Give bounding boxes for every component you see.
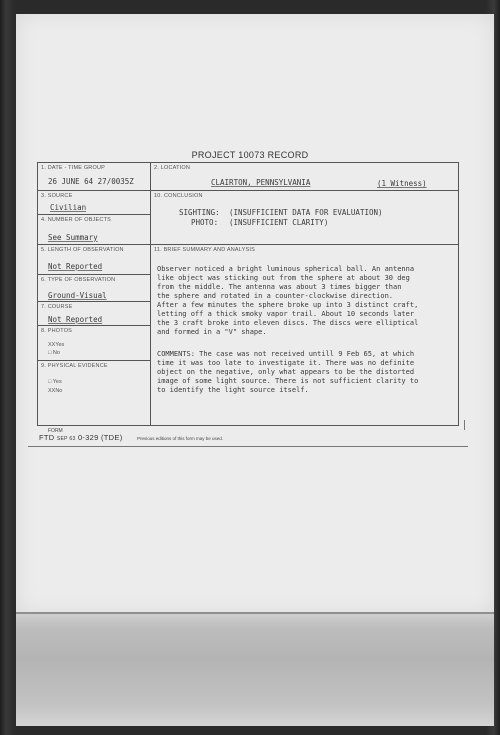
form-footer — [37, 428, 459, 448]
summary-line: the 3 craft broke into eleven discs. The discs were elliptical — [157, 319, 419, 327]
field-label: 10. CONCLUSION — [154, 193, 203, 199]
field-photos — [38, 326, 150, 361]
field-source — [38, 191, 150, 215]
divider — [28, 446, 468, 447]
evidence-yes-checkbox: □ Yes — [48, 379, 62, 385]
margin-mark — [464, 420, 465, 430]
field-summary — [151, 245, 458, 427]
field-label: 9. PHYSICAL EVIDENCE — [41, 363, 108, 369]
summary-line: letting off a thick smoky vapor trail. About 10 seconds later — [157, 310, 415, 318]
summary-line: like object was sticking out from the sphere at about 30 deg — [157, 274, 410, 282]
sighting-value: (INSUFFICIENT DATA FOR EVALUATION) — [229, 208, 383, 217]
field-value: Civilian — [50, 203, 87, 212]
field-type-of-observation — [38, 275, 150, 302]
field-value: Not Reported — [48, 262, 103, 271]
comments-line: time it was too late to investigate it. There was no definite — [157, 359, 415, 367]
form-number: 0-329 (TDE) — [77, 433, 123, 442]
sighting-label: SIGHTING: — [179, 208, 220, 217]
form-id: FTD — [39, 433, 55, 442]
field-location — [151, 163, 458, 191]
field-label: 4. NUMBER OF OBJECTS — [41, 217, 112, 223]
form-identifier — [39, 433, 123, 442]
comments-line: COMMENTS: The case was not received untill 9 Feb 65, at which — [157, 350, 415, 358]
field-label: 3. SOURCE — [41, 193, 73, 199]
field-conclusion — [151, 191, 458, 245]
form-word: FORM — [48, 428, 63, 434]
summary-line: from the middle. The antenna was about 3 times bigger than — [157, 283, 402, 291]
record-title: PROJECT 10073 RECORD — [191, 150, 309, 160]
form-date: SEP 63 — [56, 436, 76, 442]
field-value: 26 JUNE 64 27/0035Z — [48, 177, 134, 186]
field-label: 7. COURSE — [41, 304, 73, 310]
field-value: Ground-Visual — [48, 291, 107, 300]
summary-line: and formed in a "V" shape. — [157, 328, 267, 336]
photo-value: (INSUFFICIENT CLARITY) — [229, 218, 329, 227]
field-course — [38, 302, 150, 326]
comments-line: object on the negative, only what appears to be the distorted — [157, 368, 415, 376]
photo-label: PHOTO: — [191, 218, 219, 227]
evidence-no-checkbox: XXNo — [48, 388, 63, 394]
field-value: Not Reported — [48, 315, 103, 324]
field-label: 5. LENGTH OF OBSERVATION — [41, 247, 124, 253]
field-number-of-objects — [38, 215, 150, 245]
field-label: 11. BRIEF SUMMARY AND ANALYSIS — [154, 247, 255, 253]
summary-line: After a few minutes the sphere broke up into 3 distinct craft, — [157, 301, 419, 309]
field-value: See Summary — [48, 233, 98, 242]
comments-line: to identify the light source itself. — [157, 386, 309, 394]
scan-margin — [16, 614, 494, 726]
photos-yes-checkbox: XXYes — [48, 342, 65, 348]
comments-line: image of some light source. There is not sufficient clarity to — [157, 377, 419, 385]
field-label: 1. DATE - TIME GROUP — [41, 165, 105, 171]
previous-editions-note: Previous editions of this form may be used. — [137, 436, 224, 441]
field-label: 2. LOCATION — [154, 165, 191, 171]
summary-line: the sphere and rotated in a counter-clockwise direction. — [157, 292, 394, 300]
photos-no-checkbox: □ No — [48, 350, 60, 356]
field-value: CLAIRTON, PENNSYLVANIA — [211, 178, 311, 187]
field-length-of-observation — [38, 245, 150, 275]
summary-line: Observer noticed a bright luminous spherical ball. An antenna — [157, 265, 415, 273]
field-label: 6. TYPE OF OBSERVATION — [41, 277, 116, 283]
field-date-time-group — [38, 163, 150, 191]
record-form — [37, 162, 459, 426]
form-left-column — [38, 163, 151, 425]
witness-count: (1 Witness) — [377, 179, 427, 188]
field-label: 8. PHOTOS — [41, 328, 73, 334]
field-physical-evidence — [38, 361, 150, 427]
